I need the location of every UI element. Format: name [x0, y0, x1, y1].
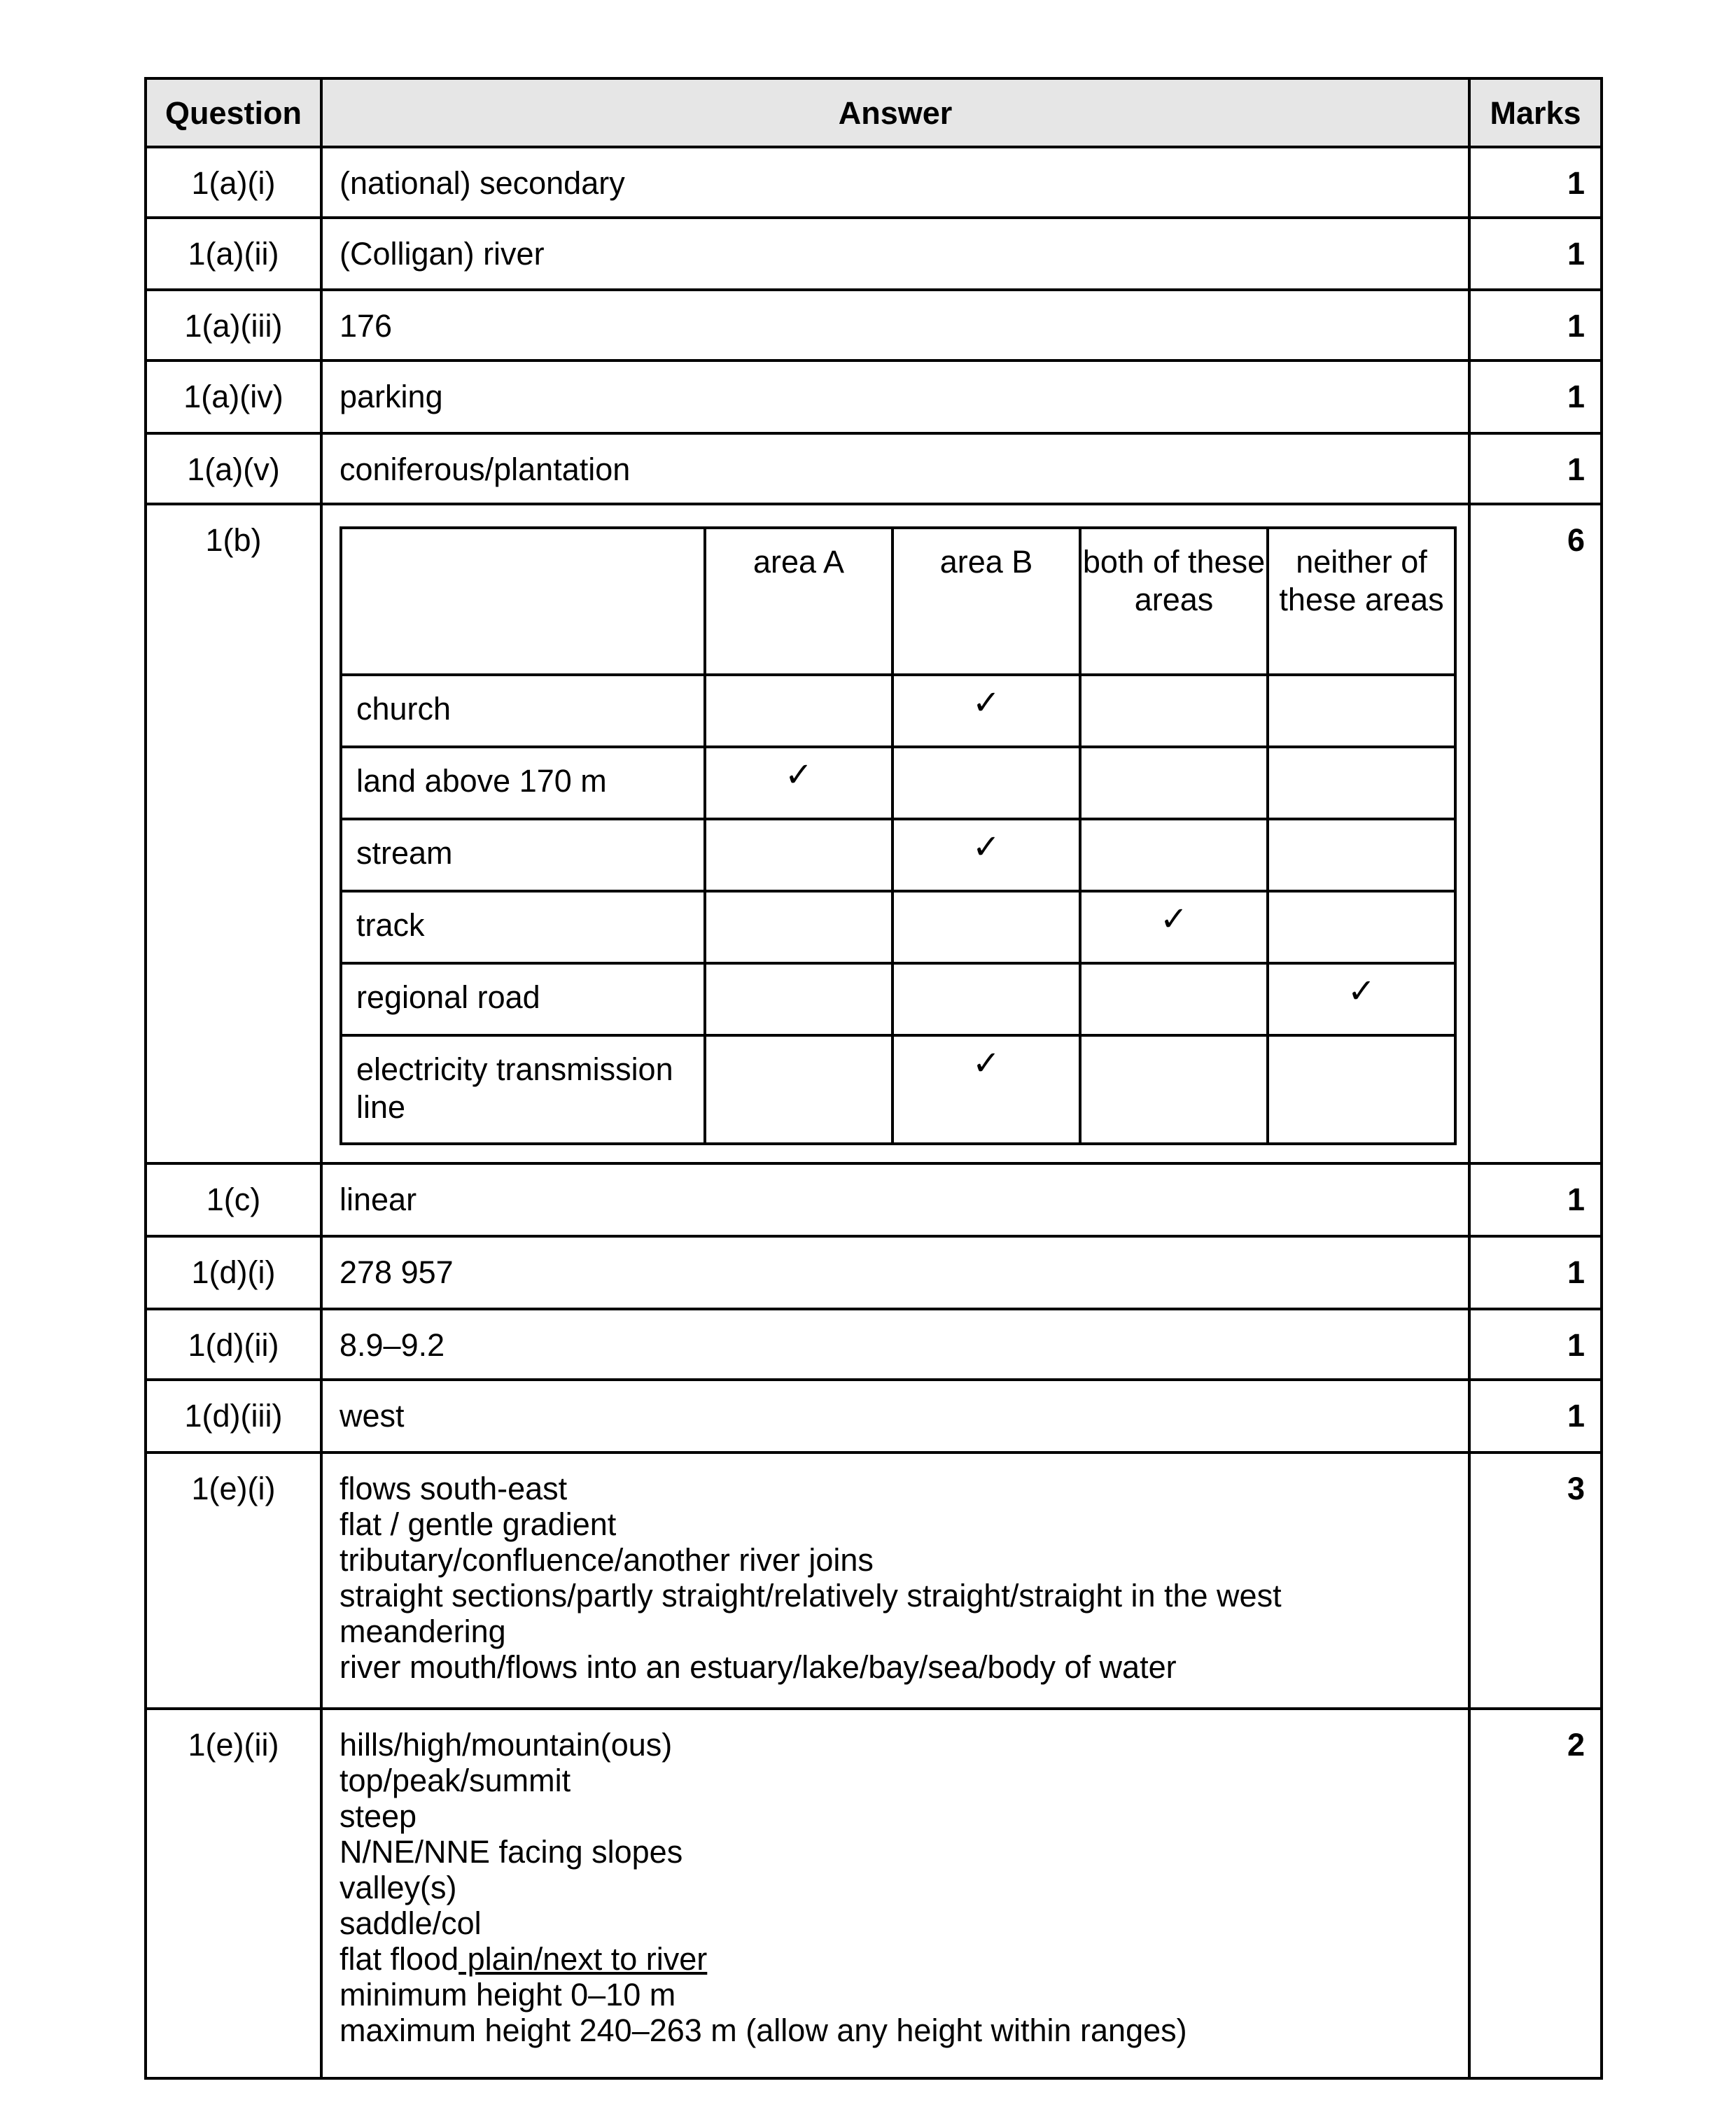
answer-line: N/NE/NNE facing slopes: [340, 1834, 683, 1870]
column-header: neither of these areas: [1268, 528, 1455, 675]
table-row-1e-i: [146, 1452, 1602, 1709]
answer-line: meandering: [340, 1614, 506, 1649]
tick-cell: [892, 675, 1080, 747]
question-number: 1(d)(iii): [146, 1380, 321, 1452]
marks-header: Marks: [1469, 78, 1602, 147]
answer-cell: [321, 504, 1469, 1163]
answer-cell: parking: [321, 360, 1469, 433]
answer-cell: 176: [321, 290, 1469, 360]
feature-name: regional road: [341, 963, 705, 1035]
question-number: 1(a)(iii): [146, 290, 321, 360]
answer-cell: (Colligan) river: [321, 218, 1469, 290]
check-icon: ✓: [972, 1045, 1001, 1082]
answer-line: flat / gentle gradient: [340, 1506, 617, 1542]
feature-area-table: [340, 526, 1457, 1145]
answer-line: top/peak/summit: [340, 1763, 571, 1798]
tick-cell: [892, 1035, 1080, 1144]
answer-cell: 278 957: [321, 1236, 1469, 1309]
tick-cell: [1268, 675, 1455, 747]
feature-name: church: [341, 675, 705, 747]
marks-cell: 1: [1469, 1380, 1602, 1452]
tick-cell: [1268, 1035, 1455, 1144]
table-row: [146, 218, 1602, 290]
feature-name: land above 170 m: [341, 747, 705, 819]
question-number: 1(e)(ii): [146, 1709, 321, 2078]
answer-line: flows south-east: [340, 1471, 568, 1506]
check-icon: ✓: [972, 685, 1001, 722]
answer-line: valley(s): [340, 1870, 457, 1905]
check-icon: ✓: [784, 757, 813, 794]
check-icon: ✓: [972, 829, 1001, 866]
tick-cell: [705, 747, 892, 819]
answer-cell: west: [321, 1380, 1469, 1452]
tick-cell: [705, 819, 892, 891]
question-number: 1(e)(i): [146, 1452, 321, 1709]
check-icon: ✓: [1159, 901, 1189, 938]
marks-cell: 1: [1469, 1236, 1602, 1309]
tick-cell: [892, 963, 1080, 1035]
flood-underlined: plain/next to river: [458, 1941, 708, 1977]
feature-row: [341, 675, 1455, 747]
tick-cell: [892, 819, 1080, 891]
tick-cell: [1268, 891, 1455, 963]
feature-name: electricity transmission line: [341, 1035, 705, 1144]
tick-cell: [1080, 819, 1268, 891]
answer-header: Answer: [321, 78, 1469, 147]
answer-line: [340, 1941, 1452, 1977]
answer-line: straight sections/partly straight/relatively straight/straight in the west: [340, 1578, 1282, 1614]
tick-cell: [1080, 675, 1268, 747]
table-row: [146, 433, 1602, 504]
table-row: [146, 1163, 1602, 1236]
answer-line: minimum height 0–10 m: [340, 1977, 676, 2012]
feature-name: track: [341, 891, 705, 963]
answer-cell: [321, 1452, 1469, 1709]
inner-header-blank: [341, 528, 705, 675]
table-row-1b: [146, 504, 1602, 1163]
tick-cell: [705, 891, 892, 963]
feature-name: stream: [341, 819, 705, 891]
answer-line: steep: [340, 1798, 417, 1834]
answer-line: river mouth/flows into an estuary/lake/bay/sea/body of water: [340, 1649, 1177, 1685]
answer-line: hills/high/mountain(ous): [340, 1727, 673, 1763]
feature-row: [341, 747, 1455, 819]
tick-cell: [1268, 747, 1455, 819]
tick-cell: [1080, 747, 1268, 819]
marks-cell: 1: [1469, 433, 1602, 504]
question-number: 1(d)(ii): [146, 1309, 321, 1380]
header-row: [146, 78, 1602, 147]
flood-prefix: flat flood: [340, 1941, 459, 1977]
marks-cell: 1: [1469, 147, 1602, 218]
answer-line: maximum height 240–263 m (allow any height within ranges): [340, 2012, 1187, 2048]
check-icon: ✓: [1347, 973, 1376, 1010]
question-number: 1(d)(i): [146, 1236, 321, 1309]
table-row: [146, 1236, 1602, 1309]
table-row-1e-ii: [146, 1709, 1602, 2078]
marks-cell: 6: [1469, 504, 1602, 1163]
marks-cell: 1: [1469, 1163, 1602, 1236]
tick-cell: [705, 675, 892, 747]
tick-cell: [705, 1035, 892, 1144]
tick-cell: [1080, 963, 1268, 1035]
tick-cell: [892, 891, 1080, 963]
table-row: [146, 360, 1602, 433]
question-number: 1(b): [146, 504, 321, 1163]
question-number: 1(a)(ii): [146, 218, 321, 290]
question-number: 1(c): [146, 1163, 321, 1236]
question-number: 1(a)(iv): [146, 360, 321, 433]
tick-cell: [1268, 819, 1455, 891]
marks-cell: 2: [1469, 1709, 1602, 2078]
question-number: 1(a)(i): [146, 147, 321, 218]
inner-header-row: [341, 528, 1455, 675]
answer-cell: (national) secondary: [321, 147, 1469, 218]
feature-row: [341, 963, 1455, 1035]
table-row: [146, 1309, 1602, 1380]
answer-line: tributary/confluence/another river joins: [340, 1542, 874, 1578]
answer-cell: 8.9–9.2: [321, 1309, 1469, 1380]
table-row: [146, 290, 1602, 360]
column-header: area B: [892, 528, 1080, 675]
table-row: [146, 147, 1602, 218]
marks-cell: 3: [1469, 1452, 1602, 1709]
answer-cell: linear: [321, 1163, 1469, 1236]
tick-cell: [1080, 891, 1268, 963]
column-header: both of these areas: [1080, 528, 1268, 675]
marks-cell: 1: [1469, 360, 1602, 433]
feature-row: [341, 819, 1455, 891]
marks-cell: 1: [1469, 1309, 1602, 1380]
marks-cell: 1: [1469, 290, 1602, 360]
marks-cell: 1: [1469, 218, 1602, 290]
answer-cell: [321, 1709, 1469, 2078]
question-number: 1(a)(v): [146, 433, 321, 504]
answer-line: saddle/col: [340, 1905, 482, 1941]
question-header: Question: [146, 78, 321, 147]
tick-cell: [892, 747, 1080, 819]
answer-cell: coniferous/plantation: [321, 433, 1469, 504]
column-header: area A: [705, 528, 892, 675]
tick-cell: [1268, 963, 1455, 1035]
feature-row: [341, 1035, 1455, 1144]
feature-row: [341, 891, 1455, 963]
mark-scheme-table: [144, 77, 1603, 2080]
tick-cell: [1080, 1035, 1268, 1144]
tick-cell: [705, 963, 892, 1035]
table-row: [146, 1380, 1602, 1452]
